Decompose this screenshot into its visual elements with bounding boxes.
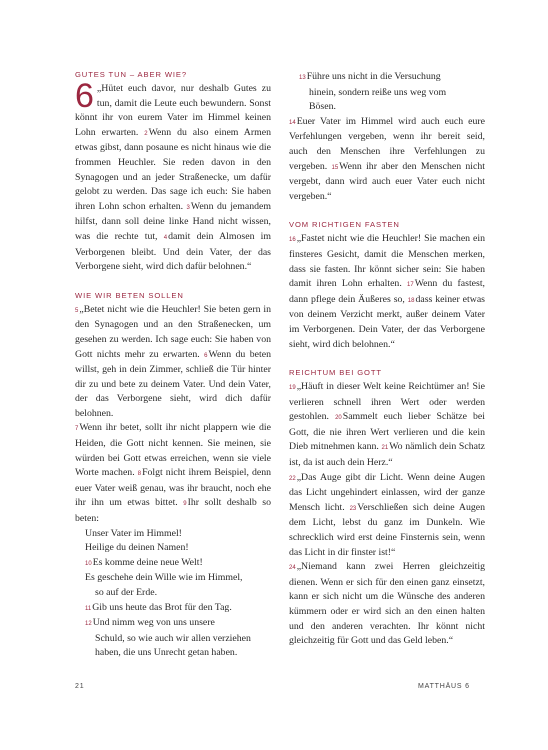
prayer-text: Es komme deine neue Welt! — [92, 556, 203, 568]
verse-text: Wenn du beten willst, geh in dein Zimmer, schließ die Tür hinter dir zu und bete zu deinem Vater. Und dein Vater, der das Verborgene sieht, wird dich dafür belohnen. — [75, 348, 271, 419]
verse-text: damit dein Almosen im Verborgenen bleibt. Und dein Vater, der das Verborgene sieht, wird dich dafür belohnen.“ — [75, 230, 272, 273]
prayer-line: Schuld, so wie auch wir allen verziehen — [95, 632, 251, 644]
verse-number: 9 — [183, 501, 187, 508]
verse-number: 4 — [163, 234, 168, 241]
verse-number: 10 — [85, 560, 92, 567]
lords-prayer-continued — [289, 70, 485, 115]
chapter-number: 6 — [75, 77, 94, 115]
lords-prayer — [75, 527, 271, 661]
section-heading-beten: WIE WIR BETEN SOLLEN — [75, 290, 184, 300]
paragraph-7 — [289, 471, 485, 561]
verse-text: Verschließen sich deine Augen dem Licht, lebst du ganz im Dunkeln. Wie schrecklich wird erst deine Finsternis sein, wenn das Licht in dir finster ist!“ — [289, 501, 485, 558]
prayer-line — [299, 70, 485, 86]
verse-number: 8 — [137, 471, 142, 478]
right-column — [289, 70, 485, 649]
prayer-line — [85, 556, 271, 572]
prayer-line: so auf der Erde. — [95, 587, 158, 598]
verse-text: Wo nämlich dein Schatz ist, da ist auch dein Herz.“ — [289, 441, 486, 469]
verse-number: 7 — [75, 426, 79, 433]
paragraph-1 — [75, 77, 272, 275]
verse-number: 14 — [289, 119, 296, 126]
verse-text: „Hütet euch davor, nur deshalb Gutes zu tun, damit die Leute euch bewundern. Sonst könnt ihr von eurem Vater im Himmel keinen Lohn erwarten. — [75, 83, 271, 138]
verse-number: 18 — [407, 297, 415, 304]
prayer-text: Und nimm weg von uns unsere — [92, 617, 215, 629]
verse-number: 12 — [85, 621, 92, 628]
verse-text: „Das Auge gibt dir Licht. Wenn deine Augen das Licht ungehindert einlassen, wird der ganze Mensch licht. — [289, 471, 485, 513]
verse-text: Wenn ihr aber den Menschen nicht vergebt, dann wird auch euer Vater euch nicht vergeben.“ — [289, 160, 485, 202]
verse-number: 24 — [289, 565, 296, 572]
verse-text: „Niemand kann zwei Herren gleichzeitig dienen. Wenn er sich für den einen ganz einsetzt, kann er sich nicht um die Wünsche des anderen kümmern oder er wird sich an den einen halten und den anderen verachten. Ihr könnt nicht gleichzeitig für Gott und das Geld leben.“ — [289, 561, 485, 647]
verse-number: 11 — [85, 605, 92, 612]
verse-number: 20 — [335, 415, 342, 422]
section-heading-reichtum: REICHTUM BEI GOTT — [289, 368, 382, 378]
verse-number: 17 — [407, 282, 414, 289]
paragraph-4 — [289, 115, 485, 205]
verse-text: Folgt nicht ihrem Beispiel, denn euer Vater weiß genau, was ihr braucht, noch ehe ihr ihn um etwas bittet. — [75, 467, 271, 509]
verse-number: 21 — [381, 445, 389, 452]
verse-text: „Betet nicht wie die Heuchler! Sie beten gern in den Synagogen und an den Straßenecken, um gesehen zu werden. Ich sage euch: Sie haben von Gott nichts mehr zu erwarten. — [75, 303, 271, 360]
verse-text: „Häuft in dieser Welt keine Reichtümer an! Sie verlieren schnell ihren Wert oder werden gestohlen. — [289, 381, 485, 423]
verse-number: 6 — [204, 352, 208, 359]
section-heading-fasten: VOM RICHTIGEN FASTEN — [289, 220, 400, 230]
prayer-text: Führe uns nicht in die Versuchung — [306, 71, 441, 82]
verse-text: Wenn du fastest, dann pflege dein Äußeres so, — [289, 278, 486, 305]
prayer-line: hinein, sondern reiße uns weg vom — [309, 86, 447, 98]
prayer-line: Bösen. — [309, 101, 336, 113]
verse-text: Wenn ihr betet, sollt ihr nicht plappern wie die Heiden, die Gott nicht kennen. Sie meinen, sie würden bei Gott etwas erreichen, wenn sie viele Worte machen. — [75, 422, 271, 479]
verse-text: Euer Vater im Himmel wird auch euch eure Verfehlungen vergeben, wenn ihr bereit seid, auch den Menschen ihre Verfehlungen zu vergeben. — [289, 115, 485, 172]
verse-text: Wenn du jemandem hilfst, dann soll deine linke Hand nicht wissen, was die rechte tut, — [75, 200, 272, 242]
verse-number: 16 — [289, 237, 296, 244]
verse-number: 5 — [75, 307, 79, 314]
verse-text: Sammelt euch lieber Schätze bei Gott, die nie ihren Wert verlieren und die kein Dieb mitnehmen kann. — [289, 411, 486, 453]
verse-number: 15 — [331, 164, 339, 171]
verse-text: „Fastet nicht wie die Heuchler! Sie machen ein finsteres Gesicht, damit die Menschen merken, dass sie fasten. Ihr könnt sicher sein: Sie haben damit ihren Lohn erhalten. — [289, 233, 485, 290]
prayer-text: Gib uns heute das Brot für den Tag. — [92, 601, 232, 613]
prayer-line — [85, 601, 271, 617]
prayer-line: Unser Vater im Himmel! — [85, 527, 182, 539]
verse-number: 3 — [186, 204, 190, 211]
verse-number: 13 — [299, 75, 306, 81]
verse-text: Ihr sollt deshalb so beten: — [75, 497, 272, 525]
paragraph-3 — [75, 421, 271, 526]
paragraph-5 — [289, 232, 485, 352]
verse-text: dass keiner etwas von deinem Verzicht merkt, außer deinem Vater im Verborgenen. Dein Vater, der das Verborgene sieht, wird dich belohnen.“ — [289, 293, 485, 350]
paragraph-8 — [289, 560, 485, 649]
verse-number: 22 — [289, 475, 296, 482]
verse-number: 23 — [349, 505, 357, 512]
prayer-line: Es geschehe dein Wille wie im Himmel, — [85, 572, 243, 584]
paragraph-2 — [75, 303, 271, 422]
verse-number: 19 — [289, 385, 296, 392]
verse-text: Wenn du also einem Armen etwas gibst, dann posaune es nicht hinaus wie die frommen Heuchler. Sie reden davon in den Synagogen und an jeder Straßenecke, um dafür gelobt zu werden. Das sage ich euch: Sie haben ihren Lohn schon erhalten. — [75, 126, 272, 212]
left-column — [75, 70, 271, 661]
paragraph-6 — [289, 380, 485, 471]
section-heading-gutes-tun: GUTES TUN – ABER WIE? — [75, 70, 188, 79]
verse-number: 2 — [144, 130, 148, 137]
running-head: MATTHÄUS 6 — [418, 683, 470, 690]
prayer-line: Heilige du deinen Namen! — [85, 542, 189, 554]
page-number: 21 — [75, 683, 85, 690]
prayer-line: haben, die uns Unrecht getan haben. — [95, 647, 238, 659]
prayer-line — [85, 616, 271, 632]
